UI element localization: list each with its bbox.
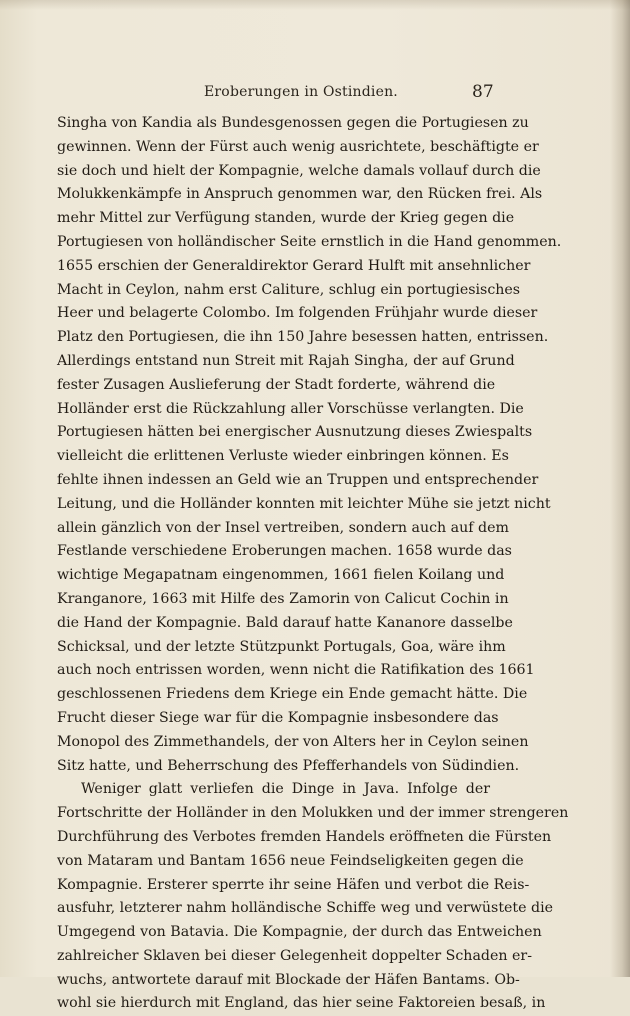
text-line: mehr Mittel zur Verfügung standen, wurde der Krieg gegen die xyxy=(57,210,515,227)
text-line: Singha von Kandia als Bundesgenossen gegen die Portugiesen zu xyxy=(57,115,529,131)
page-number: 87 xyxy=(472,82,494,102)
text-line: Portugiesen hätten bei energischer Ausnutzung dieses Zwiespalts xyxy=(57,424,533,441)
text-line: Fortschritte der Holländer in den Molukken und der immer strengeren xyxy=(57,805,569,822)
text-line: vielleicht die erlittenen Verluste wieder einbringen können. Es xyxy=(57,448,509,465)
page-top-shadow xyxy=(0,0,630,10)
text-line: geschlossenen Friedens dem Kriege ein Ende gemacht hätte. Die xyxy=(57,686,528,703)
text-line: Durchführung des Verbotes fremden Handels eröffneten die Fürsten xyxy=(57,828,552,845)
text-line: auch noch entrissen worden, wenn nicht die Ratifikation des 1661 xyxy=(57,662,535,679)
text-line: wichtige Megapatnam eingenommen, 1661 fielen Koilang und xyxy=(57,567,505,584)
text-line: Frucht dieser Siege war für die Kompagnie insbesondere das xyxy=(57,709,499,726)
body-text xyxy=(57,112,569,1016)
text-line: fehlte ihnen indessen an Geld wie an Truppen und entsprechender xyxy=(57,471,539,488)
text-line: Holländer erst die Rückzahlung aller Vorschüsse verlangten. Die xyxy=(57,400,524,417)
text-line: Kompagnie. Ersterer sperrte ihr seine Häfen und verbot die Reis- xyxy=(57,876,530,893)
text-line: wohl sie hierdurch mit England, das hier seine Faktoreien besaß, in xyxy=(57,995,546,1012)
paragraph-first-line: Weniger glatt verliefen die Dinge in Java. Infolge der xyxy=(81,781,490,798)
text-line: Molukkenkämpfe in Anspruch genommen war, den Rücken frei. Als xyxy=(57,186,543,203)
text-line: Schicksal, und der letzte Stützpunkt Portugals, Goa, wäre ihm xyxy=(57,638,506,655)
page-spine-shadow xyxy=(610,0,630,977)
text-line: Allerdings entstand nun Streit mit Rajah Singha, der auf Grund xyxy=(57,352,515,369)
text-line: gewinnen. Wenn der Fürst auch wenig ausrichtete, beschäftigte er xyxy=(57,138,539,155)
text-line: wuchs, antwortete darauf mit Blockade der Häfen Bantams. Ob- xyxy=(57,971,520,988)
text-line: von Mataram und Bantam 1656 neue Feindseligkeiten gegen die xyxy=(57,852,524,869)
text-line: sie doch und hielt der Kompagnie, welche damals vollauf durch die xyxy=(57,162,541,179)
text-line: Platz den Portugiesen, die ihn 150 Jahre besessen hatten, entrissen. xyxy=(57,329,549,346)
text-line: allein gänzlich von der Insel vertreiben, sondern auch auf dem xyxy=(57,519,509,536)
paragraph-last-line: Sitz hatte, und Beherrschung des Pfefferhandels von Südindien. xyxy=(57,757,520,774)
text-line: die Hand der Kompagnie. Bald darauf hatte Kananore dasselbe xyxy=(57,614,513,631)
running-title: Eroberungen in Ostindien. xyxy=(204,84,398,100)
text-line: 1655 erschien der Generaldirektor Gerard Hulft mit ansehnlicher xyxy=(57,257,531,274)
text-line: Umgegend von Batavia. Die Kompagnie, der durch das Entweichen xyxy=(57,924,542,941)
text-line: ausfuhr, letzterer nahm holländische Schiffe weg und verwüstete die xyxy=(57,900,554,917)
text-line: zahlreicher Sklaven bei dieser Gelegenheit doppelter Schaden er- xyxy=(57,947,533,964)
text-line: Kranganore, 1663 mit Hilfe des Zamorin von Calicut Cochin in xyxy=(57,590,509,607)
text-line: Monopol des Zimmethandels, der von Alters her in Ceylon seinen xyxy=(57,733,529,750)
text-line: Heer und belagerte Colombo. Im folgenden Frühjahr wurde dieser xyxy=(57,305,538,322)
text-line: fester Zusagen Auslieferung der Stadt forderte, während die xyxy=(57,376,496,393)
text-line: Macht in Ceylon, nahm erst Caliture, schlug ein portugiesisches xyxy=(57,281,521,298)
text-line: Festlande verschiedene Eroberungen machen. 1658 wurde das xyxy=(57,543,512,560)
text-line: Leitung, und die Holländer konnten mit leichter Mühe sie jetzt nicht xyxy=(57,495,551,512)
text-line: Portugiesen von holländischer Seite ernstlich in die Hand genommen. xyxy=(57,233,562,250)
